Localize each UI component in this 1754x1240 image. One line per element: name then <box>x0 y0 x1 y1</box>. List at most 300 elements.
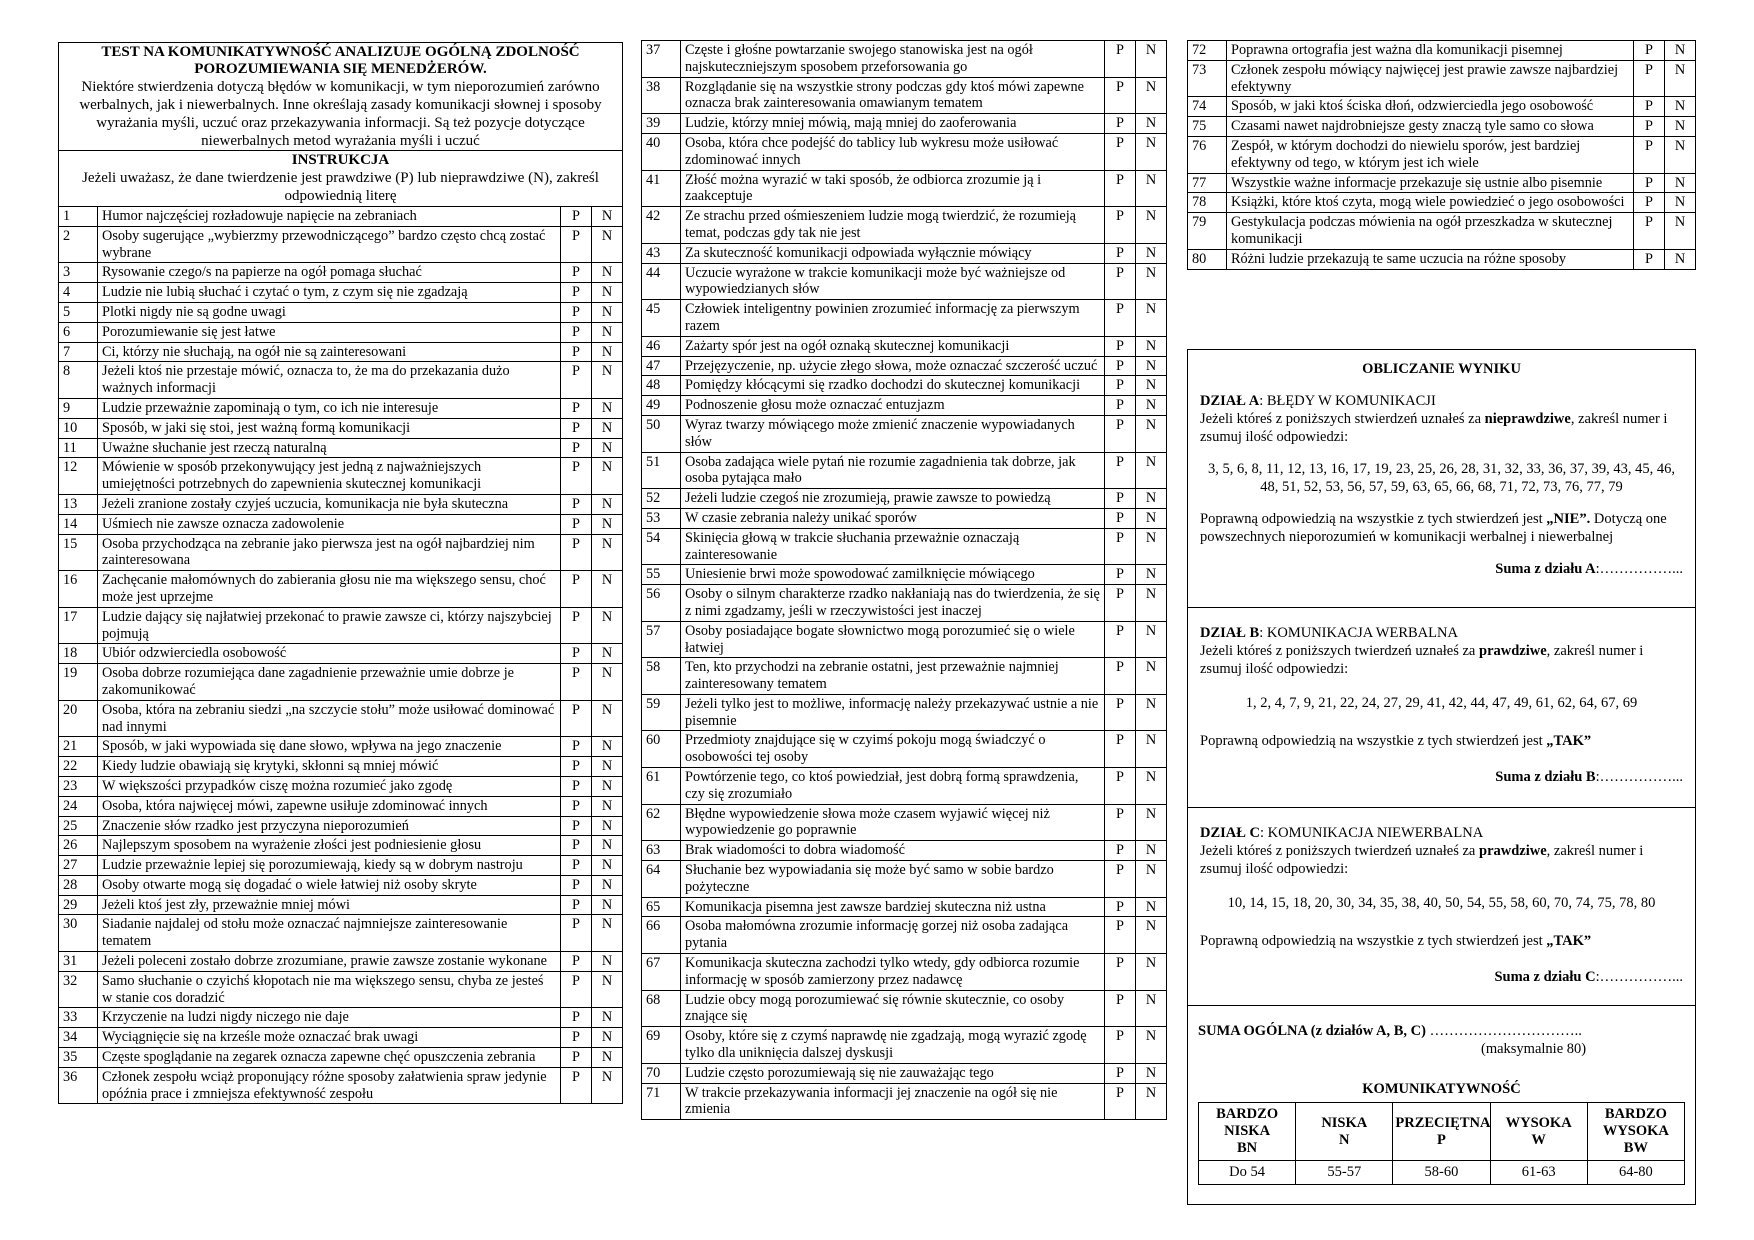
section-c-intro: Jeżeli któreś z poniższych twierdzeń uznałeś za prawdziwe, zakreśl numer i zsumuj ilość odpowiedzi: <box>1200 843 1644 877</box>
answer-n-option[interactable]: N <box>592 398 623 418</box>
section-c-correct: Poprawną odpowiedzią na wszystkie z tych stwierdzeń jest „TAK” <box>1200 933 1592 949</box>
question-row <box>642 1083 1167 1120</box>
question-row <box>642 1027 1167 1064</box>
question-number: 74 <box>1188 97 1227 117</box>
question-text: Sposób, w jaki wypowiada się dane słowo, wpływa na jego znaczenie <box>98 737 561 757</box>
answer-p-option[interactable]: P <box>1634 136 1665 173</box>
question-text: Osoby sugerujące „wybierzmy przewodniczącego” bardzo często chcą zostać wybrane <box>98 226 561 263</box>
section-c <box>1188 808 1695 1006</box>
answer-n-option[interactable]: N <box>592 644 623 664</box>
question-number: 11 <box>59 438 98 458</box>
question-row <box>1188 60 1696 97</box>
question-number: 79 <box>1188 213 1227 250</box>
answer-p-option[interactable]: P <box>1105 694 1136 731</box>
answer-p-option[interactable]: P <box>1634 97 1665 117</box>
answer-p-option[interactable]: P <box>1634 60 1665 97</box>
answer-p-option[interactable]: P <box>1634 213 1665 250</box>
answer-p-option[interactable]: P <box>1105 243 1136 263</box>
answer-n-option[interactable]: N <box>1136 768 1167 805</box>
answer-p-option[interactable]: P <box>561 571 592 608</box>
question-text: Ludzie nie lubią słuchać i czytać o tym, z czym się nie zgadzają <box>98 283 561 303</box>
answer-n-option[interactable]: N <box>592 971 623 1008</box>
question-row <box>642 508 1167 528</box>
answer-p-option[interactable]: P <box>1634 41 1665 61</box>
question-number: 49 <box>642 396 681 416</box>
section-c-heading: DZIAŁ C: KOMUNIKACJA NIEWERBALNA <box>1200 825 1484 841</box>
question-row <box>642 621 1167 658</box>
answer-n-option[interactable]: N <box>1136 356 1167 376</box>
answer-n-option[interactable]: N <box>1665 136 1696 173</box>
answer-p-option[interactable]: P <box>1105 1027 1136 1064</box>
answer-n-option[interactable]: N <box>592 757 623 777</box>
question-number: 59 <box>642 694 681 731</box>
answer-p-option[interactable]: P <box>561 757 592 777</box>
question-number: 14 <box>59 514 98 534</box>
question-number: 33 <box>59 1008 98 1028</box>
answer-p-option[interactable]: P <box>561 644 592 664</box>
answer-n-option[interactable]: N <box>592 571 623 608</box>
answer-n-option[interactable]: N <box>1136 841 1167 861</box>
question-number: 27 <box>59 856 98 876</box>
answer-n-option[interactable]: N <box>592 207 623 227</box>
question-number: 37 <box>642 41 681 78</box>
answer-p-option[interactable]: P <box>1105 376 1136 396</box>
answer-n-option[interactable]: N <box>1136 415 1167 452</box>
question-row <box>59 263 623 283</box>
question-number: 73 <box>1188 60 1227 97</box>
question-text: Jeżeli ktoś nie przestaje mówić, oznacza to, że ma do przekazania dużo ważnych informacji <box>98 362 561 399</box>
answer-p-option[interactable]: P <box>1105 207 1136 244</box>
answer-n-option[interactable]: N <box>1136 897 1167 917</box>
answer-p-option[interactable]: P <box>561 534 592 571</box>
question-number: 23 <box>59 776 98 796</box>
column-1 <box>58 42 623 1104</box>
questions-table-1 <box>58 206 623 1104</box>
answer-n-option[interactable]: N <box>1665 173 1696 193</box>
test-description: Niektóre stwierdzenia dotyczą błędów w komunikacji, w tym nieporozumień zarówno werbalnych, jak i niewerbalnych. Inne określają zasady komunikacji słownej i sposoby wyrażania myśli, uczuć oraz przekazywania informacji. Są też pozycje dotyczące niewerbalnych metod wyrażania myśli i uczuć <box>79 79 602 149</box>
answer-n-option[interactable]: N <box>592 607 623 644</box>
answer-p-option[interactable]: P <box>561 971 592 1008</box>
answer-p-option[interactable]: P <box>561 226 592 263</box>
answer-p-option[interactable]: P <box>1105 41 1136 78</box>
question-number: 12 <box>59 458 98 495</box>
answer-p-option[interactable]: P <box>1634 249 1665 269</box>
answer-n-option[interactable]: N <box>1136 990 1167 1027</box>
answer-p-option[interactable]: P <box>1634 173 1665 193</box>
question-row <box>642 133 1167 170</box>
answer-n-option[interactable]: N <box>592 952 623 972</box>
answer-p-option[interactable]: P <box>561 418 592 438</box>
question-row <box>1188 41 1696 61</box>
column-2 <box>641 40 1167 1120</box>
answer-p-option[interactable]: P <box>1105 917 1136 954</box>
question-row <box>642 731 1167 768</box>
answer-p-option[interactable]: P <box>1105 897 1136 917</box>
question-text: Samo słuchanie o czyichś kłopotach nie ma większego sensu, chyba ze jesteś w stanie cos doradzić <box>98 971 561 1008</box>
question-number: 53 <box>642 508 681 528</box>
question-text: Przejęzyczenie, np. użycie złego słowa, może oznaczać szczerość uczuć <box>681 356 1105 376</box>
answer-p-option[interactable]: P <box>561 514 592 534</box>
answer-p-option[interactable]: P <box>1105 77 1136 114</box>
answer-n-option[interactable]: N <box>1665 97 1696 117</box>
question-number: 40 <box>642 133 681 170</box>
answer-n-option[interactable]: N <box>1136 565 1167 585</box>
answer-p-option[interactable]: P <box>561 398 592 418</box>
question-text: Uczucie wyrażone w trakcie komunikacji może być ważniejsze od wypowiedzianych słów <box>681 263 1105 300</box>
question-text: Błędne wypowiedzenie słowa może czasem wyjawić więcej niż wypowiedzenie go poprawnie <box>681 804 1105 841</box>
question-row <box>1188 249 1696 269</box>
section-b-correct: Poprawną odpowiedzią na wszystkie z tych stwierdzeń jest „TAK” <box>1200 733 1592 749</box>
question-number: 62 <box>642 804 681 841</box>
answer-n-option[interactable]: N <box>592 342 623 362</box>
answer-p-option[interactable]: P <box>1105 508 1136 528</box>
answer-p-option[interactable]: P <box>561 607 592 644</box>
answer-n-option[interactable]: N <box>1136 1083 1167 1120</box>
answer-p-option[interactable]: P <box>1105 528 1136 565</box>
total-sum: SUMA OGÓLNA (z działów A, B, C) ………………………….. <box>1198 1023 1582 1039</box>
question-number: 15 <box>59 534 98 571</box>
question-text: Sposób, w jaki się stoi, jest ważną formą komunikacji <box>98 418 561 438</box>
answer-n-option[interactable]: N <box>1136 1027 1167 1064</box>
test-title-line-1: TEST NA KOMUNIKATYWNOŚĆ ANALIZUJE OGÓLNĄ ZDOLNOŚĆ <box>101 44 580 60</box>
answer-n-option[interactable]: N <box>1136 336 1167 356</box>
answer-n-option[interactable]: N <box>1665 60 1696 97</box>
question-row <box>642 804 1167 841</box>
answer-n-option[interactable]: N <box>592 514 623 534</box>
question-row <box>642 300 1167 337</box>
question-row <box>642 528 1167 565</box>
question-row <box>59 796 623 816</box>
question-row <box>59 875 623 895</box>
answer-p-option[interactable]: P <box>561 664 592 701</box>
question-number: 8 <box>59 362 98 399</box>
question-row <box>59 438 623 458</box>
answer-p-option[interactable]: P <box>1105 452 1136 489</box>
question-row <box>59 1048 623 1068</box>
question-row <box>642 243 1167 263</box>
answer-p-option[interactable]: P <box>1105 990 1136 1027</box>
question-row <box>642 489 1167 509</box>
question-text: Kiedy ludzie obawiają się krytyki, skłonni są mniej mówić <box>98 757 561 777</box>
answer-n-option[interactable]: N <box>592 263 623 283</box>
answer-n-option[interactable]: N <box>592 458 623 495</box>
answer-n-option[interactable]: N <box>592 322 623 342</box>
question-number: 2 <box>59 226 98 263</box>
answer-p-option[interactable]: P <box>1105 263 1136 300</box>
question-number: 41 <box>642 170 681 207</box>
answer-n-option[interactable]: N <box>592 494 623 514</box>
answer-n-option[interactable]: N <box>1136 861 1167 898</box>
answer-n-option[interactable]: N <box>592 226 623 263</box>
question-number: 13 <box>59 494 98 514</box>
answer-p-option[interactable]: P <box>561 796 592 816</box>
answer-p-option[interactable]: P <box>1634 117 1665 137</box>
section-total <box>1188 1006 1695 1193</box>
questions-table-2 <box>641 40 1167 1120</box>
answer-n-option[interactable]: N <box>592 362 623 399</box>
question-number: 10 <box>59 418 98 438</box>
answer-p-option[interactable]: P <box>561 776 592 796</box>
answer-p-option[interactable]: P <box>561 342 592 362</box>
answer-n-option[interactable]: N <box>1665 117 1696 137</box>
answer-n-option[interactable]: N <box>1136 263 1167 300</box>
question-row <box>642 415 1167 452</box>
question-text: Osoby, które się z czymś naprawdę nie zgadzają, mogą wyrazić zgodę tylko dla uniknięcia dalszej dyskusji <box>681 1027 1105 1064</box>
column-3 <box>1187 40 1696 270</box>
answer-p-option[interactable]: P <box>1105 114 1136 134</box>
question-text: Osoba przychodząca na zebranie jako pierwsza jest na ogół najbardziej nim zainteresowana <box>98 534 561 571</box>
level-header: BARDZO WYSOKA BW <box>1587 1103 1684 1161</box>
answer-n-option[interactable]: N <box>1136 917 1167 954</box>
question-text: Członek zespołu mówiący najwięcej jest prawie zawsze najbardziej efektywny <box>1227 60 1634 97</box>
question-number: 77 <box>1188 173 1227 193</box>
question-number: 16 <box>59 571 98 608</box>
level-range: 61-63 <box>1490 1161 1587 1185</box>
answer-p-option[interactable]: P <box>1105 489 1136 509</box>
question-text: Ze strachu przed ośmieszeniem ludzie mogą twierdzić, że rozumieją temat, podczas gdy tak nie jest <box>681 207 1105 244</box>
answer-n-option[interactable]: N <box>1136 300 1167 337</box>
answer-p-option[interactable]: P <box>561 322 592 342</box>
section-b <box>1188 608 1695 808</box>
answer-n-option[interactable]: N <box>1136 658 1167 695</box>
answer-n-option[interactable]: N <box>1665 213 1696 250</box>
answer-n-option[interactable]: N <box>592 1067 623 1104</box>
komunikatywnosc-title: KOMUNIKATYWNOŚĆ <box>1362 1081 1521 1097</box>
level-range: 58-60 <box>1393 1161 1490 1185</box>
question-number: 4 <box>59 283 98 303</box>
answer-p-option[interactable]: P <box>1105 841 1136 861</box>
question-number: 38 <box>642 77 681 114</box>
question-text: Członek zespołu wciąż proponujący różne sposoby załatwienia spraw jedynie opóźnia prace i zmniejsza efektywność zespołu <box>98 1067 561 1104</box>
instruction-text: Jeżeli uważasz, że dane twierdzenie jest prawdziwe (P) lub nieprawdziwe (N), zakreśl odpowiednią literę <box>82 170 599 204</box>
question-row <box>59 776 623 796</box>
answer-p-option[interactable]: P <box>561 952 592 972</box>
answer-p-option[interactable]: P <box>1105 768 1136 805</box>
answer-p-option[interactable]: P <box>1634 193 1665 213</box>
question-row <box>59 816 623 836</box>
question-row <box>59 1028 623 1048</box>
question-text: Siadanie najdalej od stołu może oznaczać najmniejsze zainteresowanie tematem <box>98 915 561 952</box>
answer-n-option[interactable]: N <box>592 283 623 303</box>
answer-n-option[interactable]: N <box>592 856 623 876</box>
answer-n-option[interactable]: N <box>1136 694 1167 731</box>
answer-n-option[interactable]: N <box>592 895 623 915</box>
question-text: Krzyczenie na ludzi nigdy niczego nie daje <box>98 1008 561 1028</box>
level-header: WYSOKA W <box>1490 1103 1587 1161</box>
answer-n-option[interactable]: N <box>1136 114 1167 134</box>
answer-p-option[interactable]: P <box>561 494 592 514</box>
answer-p-option[interactable]: P <box>1105 621 1136 658</box>
answer-n-option[interactable]: N <box>1136 621 1167 658</box>
question-text: Osoba dobrze rozumiejąca dane zagadnienie przeważnie umie dobrze je zakomunikować <box>98 664 561 701</box>
answer-n-option[interactable]: N <box>1665 249 1696 269</box>
answer-p-option[interactable]: P <box>1105 861 1136 898</box>
answer-p-option[interactable]: P <box>561 283 592 303</box>
question-row <box>59 1067 623 1104</box>
answer-p-option[interactable]: P <box>561 263 592 283</box>
question-text: Plotki nigdy nie są godne uwagi <box>98 302 561 322</box>
question-row <box>59 534 623 571</box>
question-number: 1 <box>59 207 98 227</box>
question-row <box>642 114 1167 134</box>
question-row <box>59 1008 623 1028</box>
question-number: 24 <box>59 796 98 816</box>
level-header: NISKA N <box>1296 1103 1393 1161</box>
question-number: 78 <box>1188 193 1227 213</box>
answer-p-option[interactable]: P <box>1105 1083 1136 1120</box>
question-text: Jeżeli tylko jest to możliwe, informację należy przekazywać ustnie a nie pisemnie <box>681 694 1105 731</box>
answer-p-option[interactable]: P <box>1105 804 1136 841</box>
answer-p-option[interactable]: P <box>561 895 592 915</box>
instruction-title: INSTRUKCJA <box>59 150 622 169</box>
answer-p-option[interactable]: P <box>561 1008 592 1028</box>
answer-p-option[interactable]: P <box>561 856 592 876</box>
answer-n-option[interactable]: N <box>1136 585 1167 622</box>
answer-p-option[interactable]: P <box>1105 396 1136 416</box>
question-text: Jeżeli zranione zostały czyjeś uczucia, komunikacja nie była skuteczna <box>98 494 561 514</box>
question-text: Podnoszenie głosu może oznaczać entuzjazm <box>681 396 1105 416</box>
scoring-title: OBLICZANIE WYNIKU <box>1362 361 1521 377</box>
answer-p-option[interactable]: P <box>1105 565 1136 585</box>
answer-p-option[interactable]: P <box>561 362 592 399</box>
answer-p-option[interactable]: P <box>1105 356 1136 376</box>
question-text: Jeżeli poleceni zostało dobrze zrozumiane, prawie zawsze zostanie wykonane <box>98 952 561 972</box>
question-row <box>642 376 1167 396</box>
answer-n-option[interactable]: N <box>1136 41 1167 78</box>
answer-p-option[interactable]: P <box>1105 954 1136 991</box>
question-row <box>642 336 1167 356</box>
answer-n-option[interactable]: N <box>1136 396 1167 416</box>
levels-header-row <box>1199 1103 1685 1161</box>
question-number: 30 <box>59 915 98 952</box>
section-b-intro: Jeżeli któreś z poniższych twierdzeń uznałeś za prawdziwe, zakreśl numer i zsumuj ilość odpowiedzi: <box>1200 643 1644 677</box>
answer-n-option[interactable]: N <box>1136 243 1167 263</box>
answer-n-option[interactable]: N <box>1136 489 1167 509</box>
question-text: Jeżeli ludzie czegoś nie zrozumieją, prawie zawsze to powiedzą <box>681 489 1105 509</box>
answer-n-option[interactable]: N <box>1665 193 1696 213</box>
answer-n-option[interactable]: N <box>592 418 623 438</box>
answer-p-option[interactable]: P <box>1105 336 1136 356</box>
question-number: 55 <box>642 565 681 585</box>
answer-n-option[interactable]: N <box>1136 804 1167 841</box>
answer-p-option[interactable]: P <box>1105 658 1136 695</box>
answer-n-option[interactable]: N <box>1136 731 1167 768</box>
answer-n-option[interactable]: N <box>1136 77 1167 114</box>
question-number: 75 <box>1188 117 1227 137</box>
answer-n-option[interactable]: N <box>592 836 623 856</box>
answer-p-option[interactable]: P <box>561 875 592 895</box>
question-row <box>642 565 1167 585</box>
question-number: 63 <box>642 841 681 861</box>
answer-p-option[interactable]: P <box>561 915 592 952</box>
question-number: 69 <box>642 1027 681 1064</box>
answer-p-option[interactable]: P <box>1105 170 1136 207</box>
answer-n-option[interactable]: N <box>592 1028 623 1048</box>
answer-n-option[interactable]: N <box>592 302 623 322</box>
answer-p-option[interactable]: P <box>561 816 592 836</box>
answer-n-option[interactable]: N <box>592 1048 623 1068</box>
total-max: (maksymalnie 80) <box>1481 1041 1587 1057</box>
answer-p-option[interactable]: P <box>1105 731 1136 768</box>
answer-n-option[interactable]: N <box>592 816 623 836</box>
answer-n-option[interactable]: N <box>1136 1063 1167 1083</box>
question-row <box>1188 117 1696 137</box>
question-number: 80 <box>1188 249 1227 269</box>
answer-n-option[interactable]: N <box>1136 508 1167 528</box>
answer-n-option[interactable]: N <box>1136 170 1167 207</box>
answer-p-option[interactable]: P <box>561 1048 592 1068</box>
question-row <box>642 77 1167 114</box>
question-row <box>59 895 623 915</box>
answer-p-option[interactable]: P <box>561 458 592 495</box>
answer-n-option[interactable]: N <box>1136 452 1167 489</box>
answer-n-option[interactable]: N <box>592 776 623 796</box>
answer-n-option[interactable]: N <box>592 534 623 571</box>
section-b-numbers: 1, 2, 4, 7, 9, 21, 22, 24, 27, 29, 41, 42, 44, 47, 49, 61, 62, 64, 67, 69 <box>1245 695 1638 711</box>
answer-n-option[interactable]: N <box>1136 954 1167 991</box>
section-b-sum: Suma z działu B:……………... <box>1495 769 1683 785</box>
section-a <box>1188 350 1695 608</box>
answer-n-option[interactable]: N <box>592 700 623 737</box>
answer-p-option[interactable]: P <box>561 1067 592 1104</box>
answer-p-option[interactable]: P <box>561 438 592 458</box>
answer-p-option[interactable]: P <box>561 302 592 322</box>
question-row <box>642 768 1167 805</box>
answer-p-option[interactable]: P <box>561 836 592 856</box>
question-row <box>642 897 1167 917</box>
question-text: Wszystkie ważne informacje przekazuje się ustnie albo pisemnie <box>1227 173 1634 193</box>
answer-p-option[interactable]: P <box>561 207 592 227</box>
answer-n-option[interactable]: N <box>592 915 623 952</box>
question-row <box>642 207 1167 244</box>
answer-p-option[interactable]: P <box>561 700 592 737</box>
answer-p-option[interactable]: P <box>1105 1063 1136 1083</box>
answer-n-option[interactable]: N <box>1136 528 1167 565</box>
question-text: Człowiek inteligentny powinien zrozumieć informację za pierwszym razem <box>681 300 1105 337</box>
question-text: Ten, kto przychodzi na zebranie ostatni, jest przeważnie najmniej zainteresowany tematem <box>681 658 1105 695</box>
answer-n-option[interactable]: N <box>592 1008 623 1028</box>
answer-p-option[interactable]: P <box>1105 585 1136 622</box>
question-row <box>642 990 1167 1027</box>
answer-n-option[interactable]: N <box>592 438 623 458</box>
question-text: Komunikacja pisemna jest zawsze bardziej skuteczna niż ustna <box>681 897 1105 917</box>
answer-n-option[interactable]: N <box>1665 41 1696 61</box>
answer-n-option[interactable]: N <box>592 664 623 701</box>
question-text: Osoba, która chce podejść do tablicy lub wykresu może usiłować zdominować innych <box>681 133 1105 170</box>
question-number: 46 <box>642 336 681 356</box>
question-number: 51 <box>642 452 681 489</box>
question-number: 26 <box>59 836 98 856</box>
answer-p-option[interactable]: P <box>561 1028 592 1048</box>
question-text: Ludzie obcy mogą porozumiewać się równie skutecznie, co osoby znające się <box>681 990 1105 1027</box>
answer-n-option[interactable]: N <box>592 796 623 816</box>
question-number: 7 <box>59 342 98 362</box>
answer-n-option[interactable]: N <box>1136 133 1167 170</box>
answer-n-option[interactable]: N <box>592 737 623 757</box>
answer-n-option[interactable]: N <box>1136 207 1167 244</box>
section-c-numbers: 10, 14, 15, 18, 20, 30, 34, 35, 38, 40, 50, 54, 55, 58, 60, 70, 74, 75, 78, 80 <box>1227 895 1656 911</box>
question-number: 68 <box>642 990 681 1027</box>
answer-n-option[interactable]: N <box>1136 376 1167 396</box>
answer-p-option[interactable]: P <box>561 737 592 757</box>
answer-p-option[interactable]: P <box>1105 415 1136 452</box>
question-number: 35 <box>59 1048 98 1068</box>
question-number: 64 <box>642 861 681 898</box>
answer-p-option[interactable]: P <box>1105 300 1136 337</box>
question-text: Częste spoglądanie na zegarek oznacza zapewne chęć opuszczenia zebrania <box>98 1048 561 1068</box>
answer-p-option[interactable]: P <box>1105 133 1136 170</box>
answer-n-option[interactable]: N <box>592 875 623 895</box>
